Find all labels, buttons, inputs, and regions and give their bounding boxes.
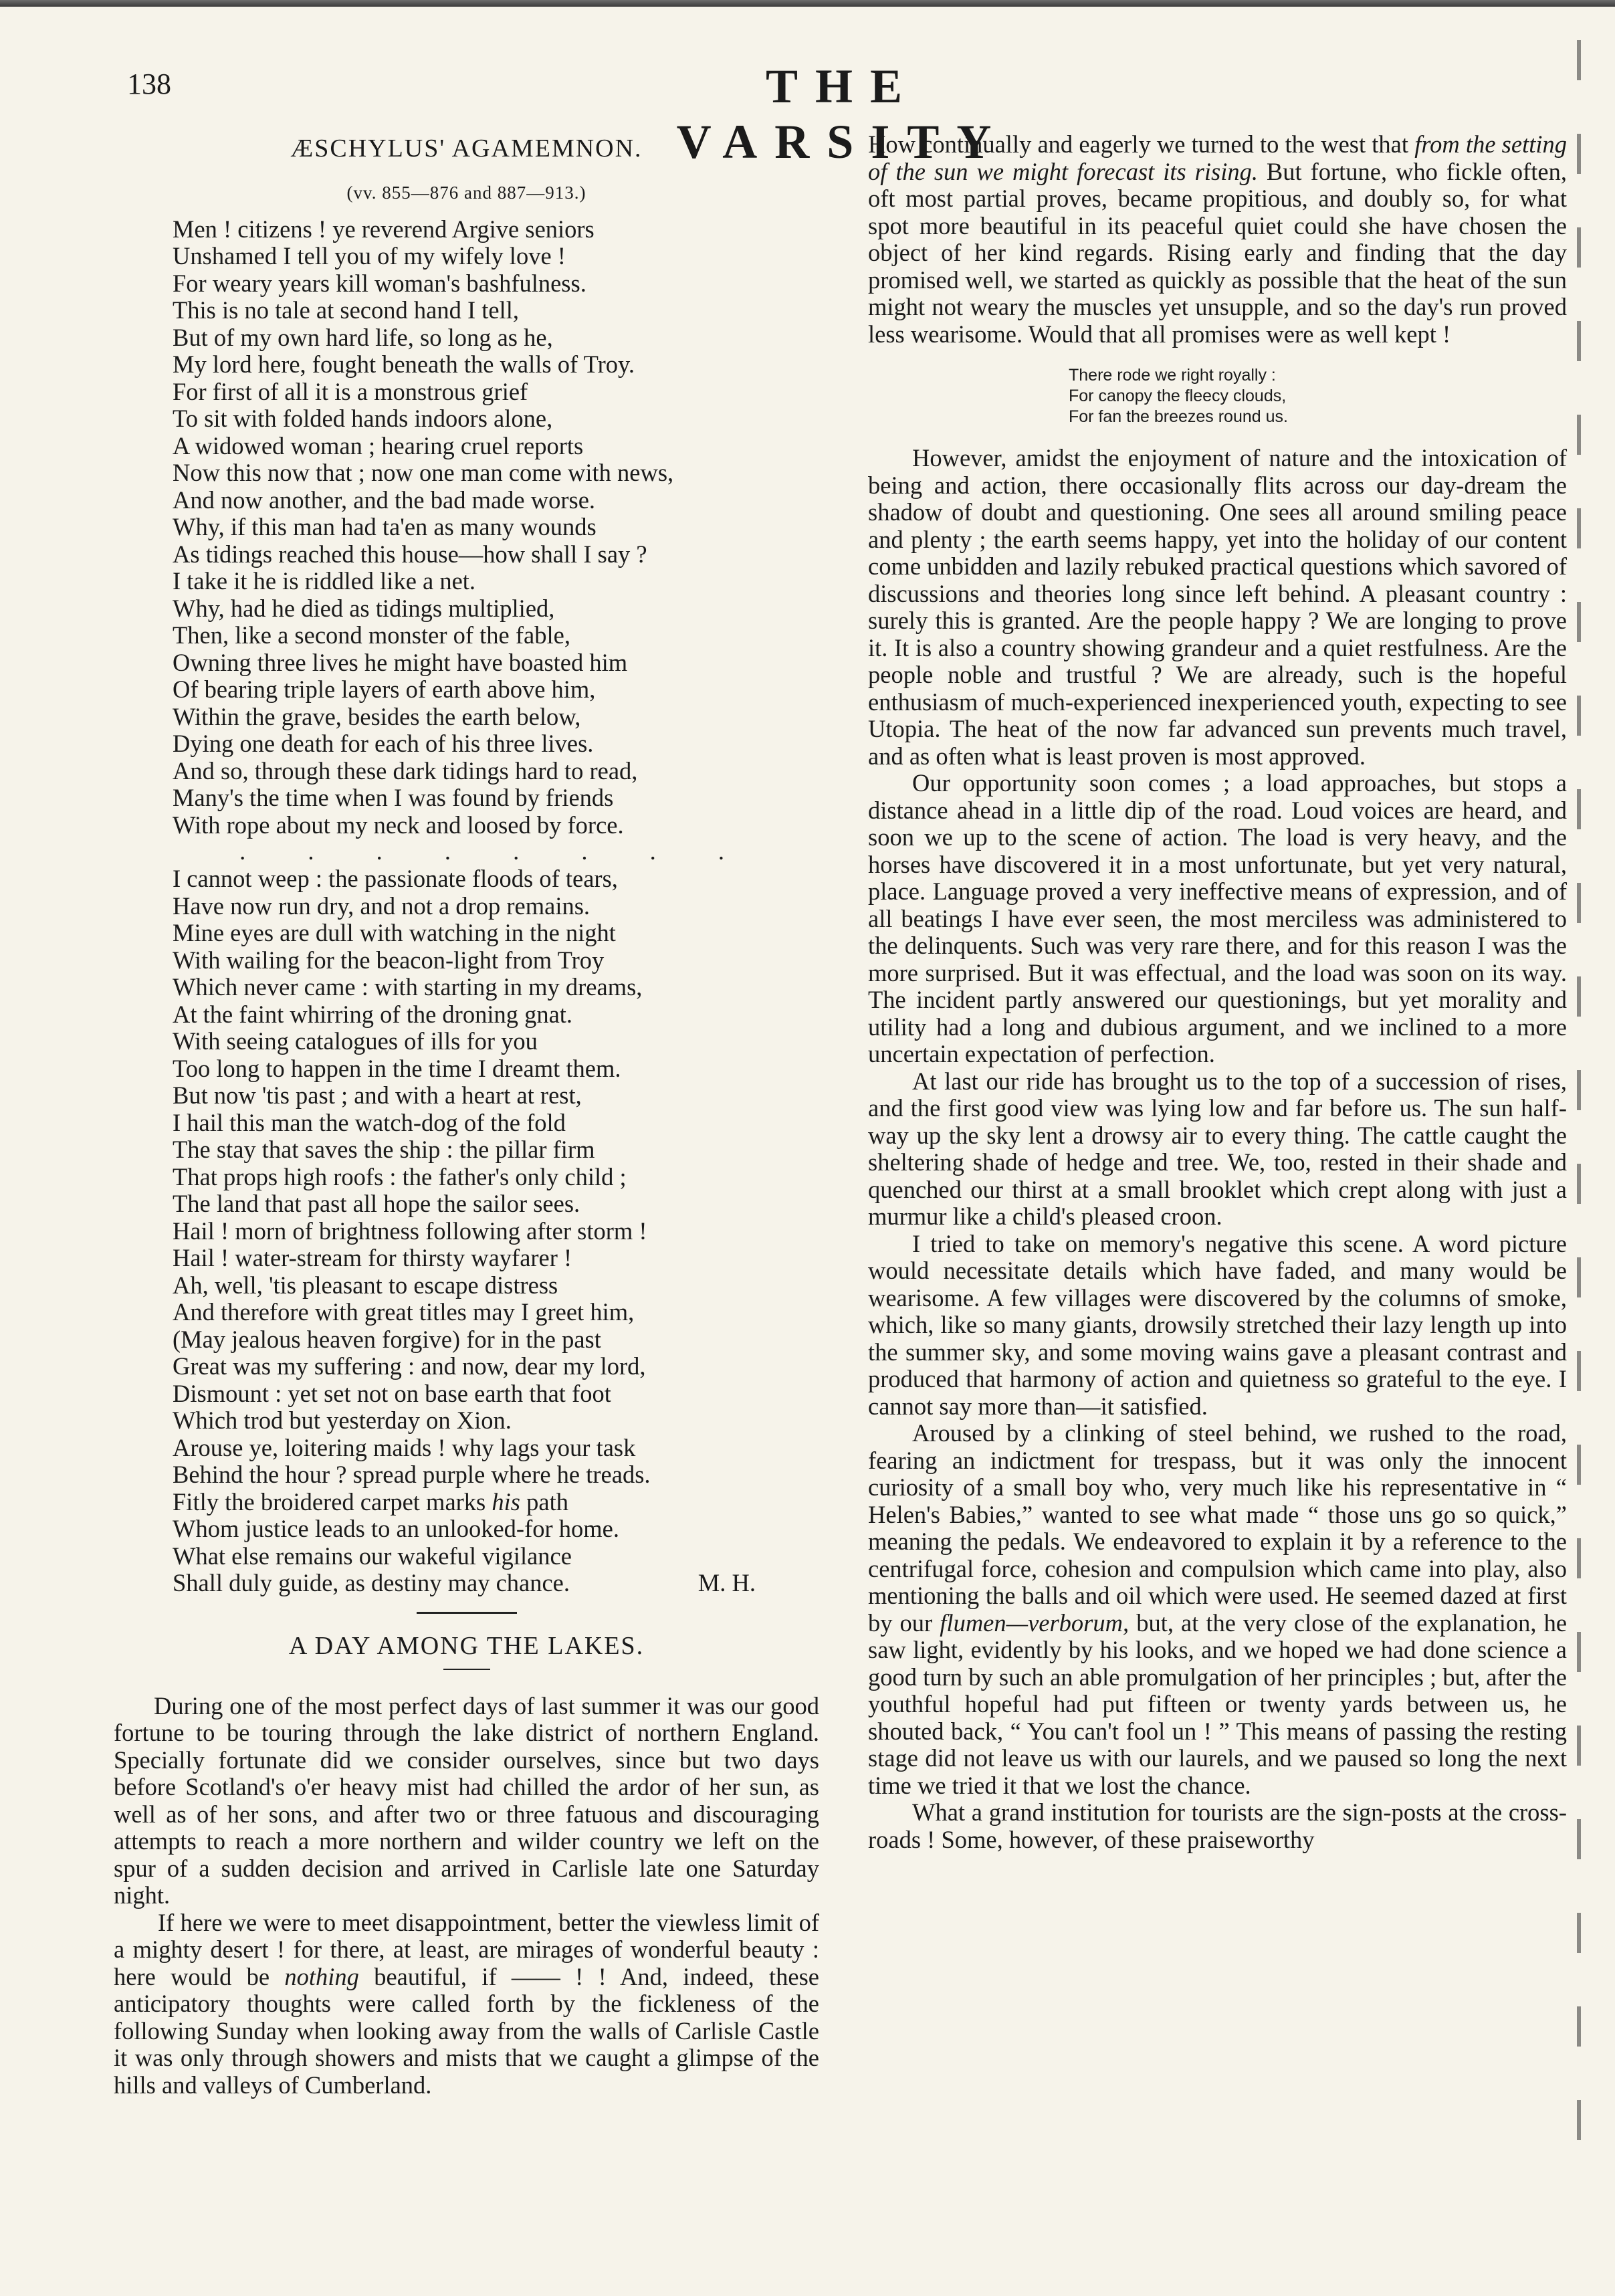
poem-line: Hail ! water-stream for thirsty wayfarer ! — [173, 1244, 572, 1271]
poem-line: The land that past all hope the sailor sees. — [173, 1190, 580, 1217]
poem-line: This is no tale at second hand I tell, — [173, 296, 519, 324]
poem-line: Many's the time when I was found by friends — [173, 784, 614, 811]
poem-line: But of my own hard life, so long as he, — [173, 323, 553, 351]
right-column — [868, 131, 1567, 1853]
article-paragraph: However, amidst the enjoyment of nature and the intoxication of being and action, there occasionally flits across our day-dream the shadow of doubt and questioning. One sees all around smiling peace and plenty ; the earth seems happy, yet into the holiday of our content come unbidden and lazily rebuked practical questions which savored of discussions and theories long since left behind. A pleasant country : surely this is granted. Are the people happy ? We are longing to prove it. It is also a country showing grandeur and a quiet restfulness. Are the people noble and trustful ? We are already, such is the hopeful enthusiasm of much-experienced inexperienced youth, expecting to see Utopia. The heat of the now far advanced sun prevents much travel, and as often what is least proven is most approved. — [868, 444, 1567, 770]
last-line — [173, 1570, 819, 1597]
article-paragraph: How continually and eagerly we turned to the west that from the setting of the sun we might forecast its rising. But fortune, who fickle often, oft most partial proves, became propitious, and doubly so, for what spot more beautiful in its peaceful quiet could she have chosen the object of her kind regards. Rising early and finding that the day promised well, we started as quickly as possible that the heat of the sun might not weary the muscles yet unsupple, and so the day's run proved less wearisome. Would that all promises were as well kept ! — [868, 130, 1567, 348]
poem-line: Why, if this man had ta'en as many wounds — [173, 513, 597, 540]
poem-line: And so, through these dark tidings hard to read, — [173, 756, 638, 785]
poem-line: Now this now that ; now one man come with news, — [173, 459, 674, 486]
poem-line: And now another, and the bad made worse. — [173, 486, 596, 514]
poem-line: A widowed woman ; hearing cruel reports — [173, 431, 584, 459]
poem-line: (May jealous heaven forgive) for in the past — [173, 1325, 601, 1353]
poem-line: Mine eyes are dull with watching in the night — [173, 919, 616, 946]
poem-line: Owning three lives he might have boasted him — [173, 648, 628, 676]
poem-line: Of bearing triple layers of earth above him, — [173, 675, 596, 703]
poem-line: The stay that saves the ship : the pillar firm — [173, 1136, 595, 1163]
poem-signature: M. H. — [697, 1569, 756, 1596]
poem-line: At the faint whirring of the droning gnat. — [173, 1000, 573, 1028]
page-edge-marks — [1577, 40, 1581, 2180]
page-number: 138 — [127, 68, 171, 100]
poem-line: Ah, well, 'tis pleasant to escape distress — [173, 1271, 558, 1299]
poem-line: I cannot weep : the passionate floods of tears, — [173, 865, 618, 892]
article-paragraph: If here we were to meet disappointment, better the viewless limit of a mighty desert ! for there, at least, are mirages of wonderful beauty : here would be nothing beautiful, if —— ! ! And, indeed, these anticipatory thoughts were called forth by the fickleness of the following Sunday when looking away from the walls of Carlisle Castle it was only through showers and mists that we caught a glimpse of the hills and valleys of Cumberland. — [114, 1908, 819, 2099]
poem-body — [114, 216, 819, 1597]
poem-line: With wailing for the beacon-light from Troy — [173, 946, 605, 974]
poem-line: Unshamed I tell you of my wifely love ! — [173, 242, 566, 270]
poem-line: And therefore with great titles may I greet him, — [173, 1298, 635, 1326]
verse-quote: There rode we right royally : For canopy the fleecy clouds, For fan the breezes round us. — [1069, 366, 1288, 426]
article-paragraph: Aroused by a clinking of steel behind, we rushed to the road, fearing an indictment for trespass, but it was only the innocent curiosity of a small boy who, very much like his representative in “ Helen's Babies,” wanted to see what made “ those uns go so quick,” meaning the pedals. We endeavored to explain it by a reference to the centrifugal force, cohesion and compulsion which came into play, also mentioning the balls and oil which were used. He seemed dazed at first by our flumen—verborum, but, at the very close of the explanation, he saw light, evidently by his looks, and we hoped we had done science a good turn by such an able promulgation of her principles ; but, after the youthful hopeful had put fifteen or twenty yards between us, he shouted back, “ You can't fool un ! ” This means of passing the resting stage did not leave us with our laurels, and we paused so long the next time we tried it that we lost the chance. — [868, 1419, 1568, 1799]
poem-line: But now 'tis past ; and with a heart at rest, — [173, 1081, 582, 1109]
poem-line: Why, had he died as tidings multiplied, — [173, 594, 555, 622]
stanza-2 — [173, 865, 819, 1570]
poem-line: For first of all it is a monstrous grief — [173, 377, 528, 405]
poem-last-line: Shall duly guide, as destiny may chance. — [173, 1569, 570, 1596]
masthead: THE VARSITY — [676, 60, 1009, 169]
poem-line: That props high roofs : the father's only child ; — [173, 1162, 627, 1190]
poem-line: Great was my suffering : and now, dear my lord, — [173, 1352, 646, 1380]
poem-line: Fitly the broidered carpet marks his path — [173, 1487, 568, 1516]
poem-line: Behind the hour ? spread purple where he treads. — [173, 1461, 651, 1488]
poem-line: With seeing catalogues of ills for you — [173, 1027, 538, 1055]
poem-line: Have now run dry, and not a drop remains. — [173, 892, 590, 920]
poem-line: Then, like a second monster of the fable, — [173, 621, 570, 649]
poem-line: Within the grave, besides the earth below, — [173, 702, 581, 730]
article-paragraph: Our opportunity soon comes ; a load approaches, but stops a distance ahead in a little dip of the road. Loud voices are heard, and soon we up to the scene of action. The load is very heavy, and the horses have discovered it in a most unfortunate, but yet very natural, place. Language proved a very ineffective means of expression, and of all beatings I have ever seen, the most merciless was administered to the delinquents. Such was very rare there, and for this reason I was the more surprised. But it was effectual, and the load was soon on its way. The incident partly answered our questionings, but yet morality and utility had a long and dubious argument, and we inclined to a more uncertain expectation of perfection. — [868, 769, 1567, 1067]
poem-line: Whom justice leads to an unlooked-for home. — [173, 1515, 619, 1542]
stanza-1 — [173, 216, 819, 839]
poem-line: My lord here, fought beneath the walls of Troy. — [173, 350, 635, 378]
poem-line: Hail ! morn of brightness following after storm ! — [173, 1217, 647, 1245]
poem-line: Dismount : yet set not on base earth that foot — [173, 1379, 611, 1407]
article-paragraph: I tried to take on memory's negative this scene. A word picture would necessitate details which have faded, and many would be wearisome. A few villages were discovered by the columns of smoke, which, like so many giants, drowsily stretched their lazy length up into the summer sky, and some moving wains gave a pleasant contrast and produced that harmony of action and quietness so grateful to the eye. I cannot say more than—it satisfied. — [868, 1229, 1567, 1420]
poem-line: With rope about my neck and loosed by force. — [173, 811, 624, 839]
poem-line: Dying one death for each of his three lives. — [173, 730, 594, 757]
poem-line: Which trod but yesterday on Xion. — [173, 1406, 512, 1434]
title-divider — [443, 1669, 490, 1670]
section-divider — [417, 1612, 517, 1614]
poem-line: I take it he is riddled like a net. — [173, 567, 476, 595]
ellipsis: . . . . . . . . — [239, 837, 752, 865]
poem-line: What else remains our wakeful vigilance — [173, 1542, 572, 1570]
poem-line: Men ! citizens ! ye reverend Argive seniors — [173, 215, 595, 243]
poem-line: To sit with folded hands indoors alone, — [173, 405, 553, 432]
top-border — [0, 0, 1615, 7]
article-paragraph: At last our ride has brought us to the top of a succession of rises, and the first good view was lying low and far before us. The sun half-way up the sky lent a drowsy air to every thing. The cattle caught the sheltering shade of hedge and tree. We, too, rested in their shade and quenched our thirst at a small brooklet which crept along with just a murmur like a child's pleased croon. — [868, 1067, 1567, 1230]
left-column — [114, 134, 819, 2099]
poem-line: Arouse ye, loitering maids ! why lags your task — [173, 1433, 636, 1461]
article-title: A DAY AMONG THE LAKES. — [288, 1631, 645, 1660]
poem-line: Which never came : with starting in my dreams, — [173, 973, 643, 1001]
poem-title: ÆSCHYLUS' AGAMEMNON. — [290, 134, 643, 163]
verses-note: (vv. 855—876 and 887—913.) — [346, 183, 586, 203]
poem-line: As tidings reached this house—how shall I say ? — [173, 540, 647, 568]
poem-line: For weary years kill woman's bashfulness. — [173, 269, 586, 297]
article-paragraph: What a grand institution for tourists are the sign-posts at the cross-roads ! Some, however, of these praiseworthy — [868, 1798, 1567, 1853]
poem-line: I hail this man the watch-dog of the fold — [173, 1108, 566, 1136]
article-paragraph: During one of the most perfect days of last summer it was our good fortune to be touring through the lake district of northern England. Specially fortunate did we consider ourselves, since but two days before Scotland's o'er heavy mist had chilled the ardor of her sun, as well as of her sons, and after two or three fatuous and discouraging attempts to reach a more northern and wilder country we left on the spur of a sudden decision and arrived in Carlisle late one Saturday night. — [114, 1691, 819, 1909]
poem-line: Too long to happen in the time I dreamt them. — [173, 1054, 621, 1082]
